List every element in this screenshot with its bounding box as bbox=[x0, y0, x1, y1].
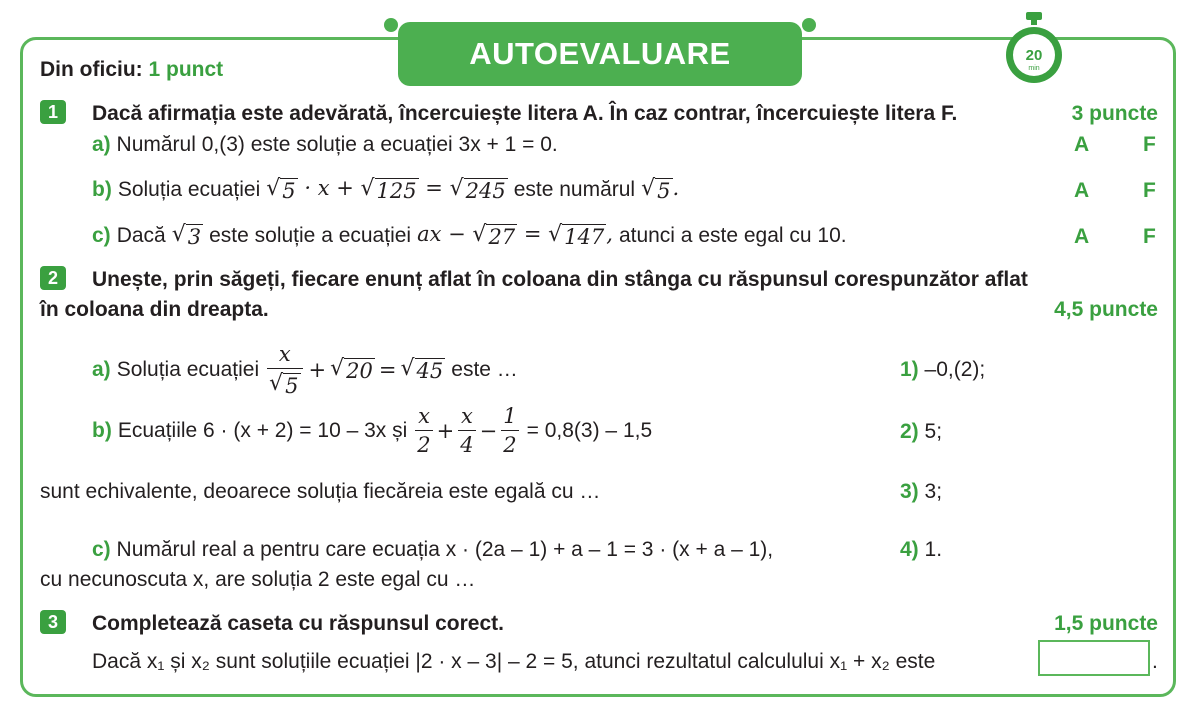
tab-decoration bbox=[384, 18, 398, 32]
item-2c: c) Numărul real a pentru care ecuația x · (2a – 1) + a – 1 = 3 · (x + a – 1), bbox=[92, 538, 774, 561]
exercise-number: 2 bbox=[40, 266, 66, 290]
item-2a: a) Soluția ecuației x √ 5 + √ 20 = √ 45 este … bbox=[92, 342, 518, 398]
exercise-number: 1 bbox=[40, 100, 66, 124]
exercise-instruction: în coloana din dreapta. bbox=[40, 298, 269, 321]
answer-4[interactable]: 4) 1. bbox=[900, 538, 943, 561]
answer-3[interactable]: 3) 3; bbox=[900, 480, 943, 503]
equation: $\frac{x}{2}$ + $\frac{x}{4}$ − $\frac{1}{2}$ bbox=[417, 404, 517, 457]
item-2b: b) Ecuațiile 6 · (x + 2) = 10 – 3x și $\frac{x}{2}$ + $\frac{x}{4}$ − $\frac{1}{2}$ = 0,8(3) – 1,5 bbox=[92, 404, 653, 457]
exercise-points: 3 puncte bbox=[1071, 102, 1158, 125]
answer-input-box[interactable] bbox=[1038, 640, 1150, 676]
answer-2[interactable]: 2) 5; bbox=[900, 420, 943, 443]
oficiu-line: Din oficiu: 1 punct bbox=[40, 58, 224, 81]
item-1a: a) Numărul 0,(3) este soluție a ecuației 3x + 1 = 0. bbox=[92, 133, 558, 156]
equation: x √ 5 + √ 20 = √ 45 bbox=[269, 342, 444, 398]
exercise-instruction: Unește, prin săgeți, fiecare enunț aflat în coloana din stânga cu răspunsul corespunzător aflat bbox=[92, 268, 1028, 291]
item-2b-continuation: sunt echivalente, deoarece soluția fiecăreia este egală cu … bbox=[40, 480, 601, 503]
option-a[interactable]: A bbox=[1074, 179, 1090, 202]
equation: √ 5 · x + √ 125 = √ 245 bbox=[266, 176, 506, 203]
exercise-number: 3 bbox=[40, 610, 66, 634]
equation: ax − √ 27 = √ 147 , bbox=[417, 222, 613, 249]
exercise-points: 1,5 puncte bbox=[1054, 612, 1158, 635]
exercise-points: 4,5 puncte bbox=[1054, 298, 1158, 321]
item-2c-continuation: cu necunoscuta x, are soluția 2 este egal cu … bbox=[40, 568, 476, 591]
timer-unit: min bbox=[1028, 65, 1040, 72]
timer-value: 20 bbox=[1025, 47, 1043, 64]
answer-1[interactable]: 1) –0,(2); bbox=[900, 358, 986, 381]
option-a[interactable]: A bbox=[1074, 225, 1090, 248]
item-3-text: Dacă x₁ și x₂ sunt soluțiile ecuației |2 · x – 3| – 2 = 5, atunci rezultatul calculului x₁ + x₂ este bbox=[92, 650, 936, 673]
option-f[interactable]: F bbox=[1143, 133, 1156, 156]
stopwatch-icon bbox=[1002, 10, 1066, 86]
exercise-instruction: Completează caseta cu răspunsul corect. bbox=[92, 612, 504, 635]
option-f[interactable]: F bbox=[1143, 225, 1156, 248]
item-1c: c) Dacă √ 3 este soluție a ecuației ax − √ 27 = √ 147 , atunci a este egal cu 10. bbox=[92, 222, 847, 249]
option-a[interactable]: A bbox=[1074, 133, 1090, 156]
option-f[interactable]: F bbox=[1143, 179, 1156, 202]
exercise-instruction: Dacă afirmația este adevărată, încercuiește litera A. În caz contrar, încercuiește litera F. bbox=[92, 102, 958, 125]
item-1b: b) Soluția ecuației √ 5 · x + √ 125 = √ 245 este numărul √ 5 . bbox=[92, 176, 680, 203]
tab-decoration bbox=[802, 18, 816, 32]
period: . bbox=[1152, 650, 1158, 673]
section-title: AUTOEVALUARE bbox=[398, 22, 802, 86]
